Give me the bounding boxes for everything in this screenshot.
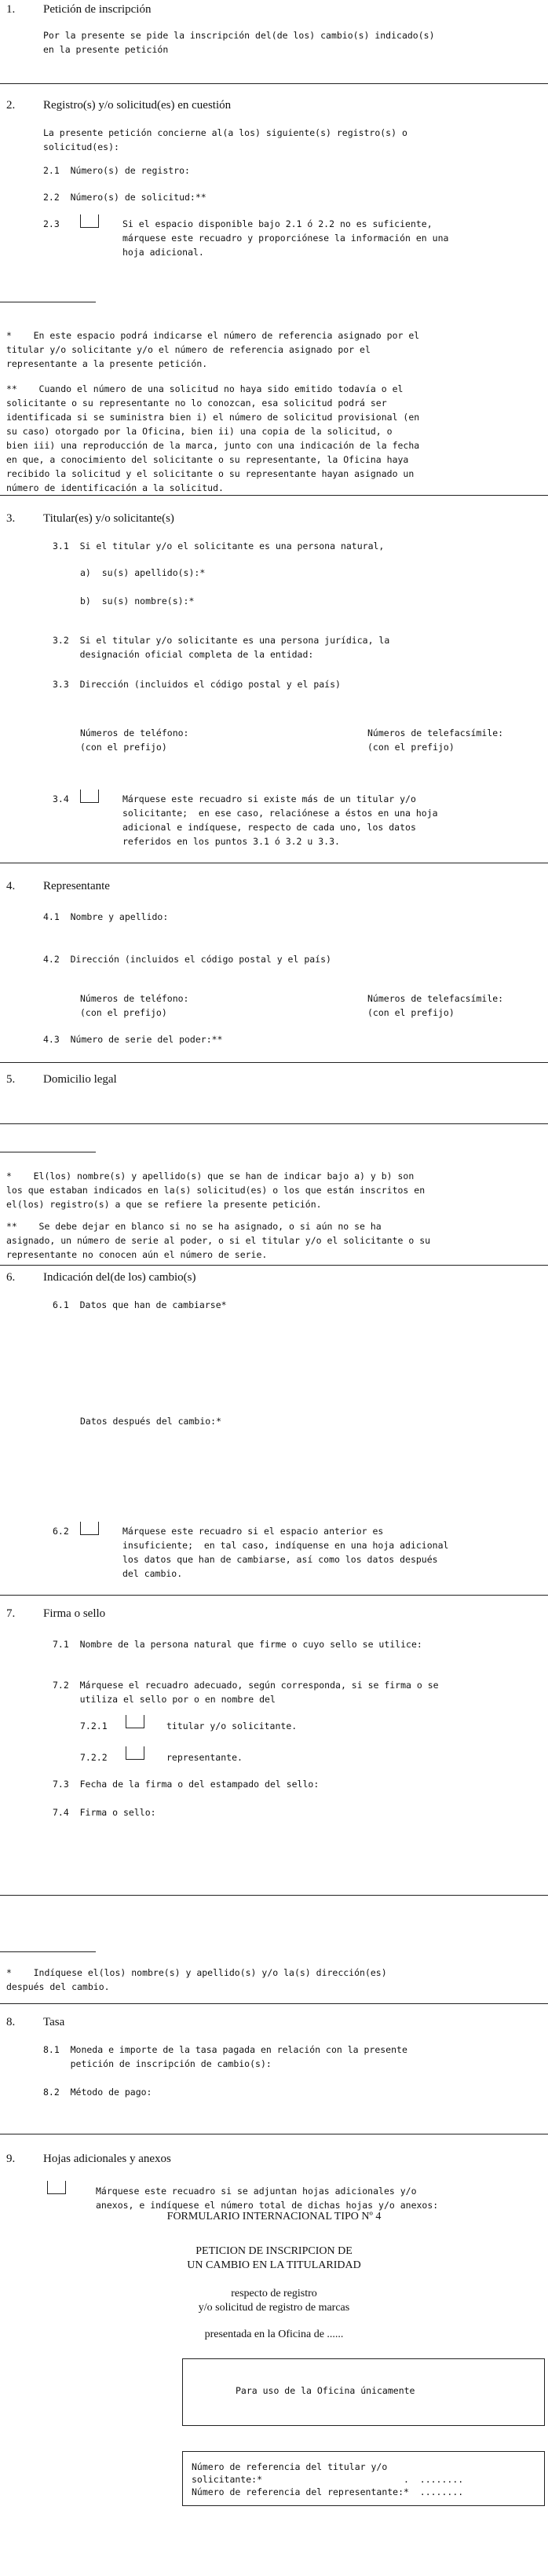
section-6-number: 6. — [6, 1271, 16, 1284]
section-8-number: 8. — [6, 2016, 16, 2028]
footnote-2b: ** Se debe dejar en blanco si no se ha asignado, o si aún no se ha asignado, un número de serie al poder, o si el titular y/o el solicitante o su representante no conocen aún el número de serie. — [6, 1221, 431, 1260]
field-payment-method: 8.2 Método de pago: — [43, 2087, 152, 2098]
item-3-2: 3.2 Si el titular y/o solicitante es una persona jurídica, la designación oficial completa de la entidad: — [53, 635, 390, 660]
section-1-number: 1. — [6, 3, 16, 16]
footnote-1b: ** Cuando el número de una solicitud no haya sido emitido todavía o el solicitante o su representante no lo conozcan, esa solicitud podrá ser identificada si se suministra bien i) el número de solicitud provisional (en su caso) otorgado por la Oficina, bien ii) una copia de la solicitud, o bien iii) una reproducción de la marca, junto con una indicación de la fecha en que, a conocimiento del solicitante o su representante, la Oficina haya recibido la solicitud y el solicitante o su representante hayan asignado un número de identificación a la solicitud. — [6, 383, 420, 493]
item-7-2: 7.2 Márquese el recuadro adecuado, según corresponda, si se firma o se utiliza el sello por o en nombre del — [53, 1680, 439, 1705]
form-subtitle-1: respecto de registro — [231, 2288, 317, 2299]
checkbox-2-3[interactable] — [80, 214, 99, 228]
footnote-1a: * En este espacio podrá indicarse el número de referencia asignado por el titular y/o solicitante y/o el número de referencia asignado por el representante a la presente petición. — [6, 330, 420, 369]
section-2-title: Registro(s) y/o solicitud(es) en cuestión — [43, 99, 232, 112]
form-office: presentada en la Oficina de ...... — [204, 2329, 344, 2340]
office-use-label: Para uso de la Oficina únicamente — [236, 2385, 415, 2396]
checkbox-7-2-2[interactable] — [126, 1746, 144, 1760]
field-registration-numbers: 2.1 Número(s) de registro: — [43, 165, 190, 176]
footnote-3: * Indíquese el(los) nombre(s) y apellido(s) y/o la(s) dirección(es) después del cambio. — [6, 1967, 387, 1992]
item-7-2-1-number: 7.2.1 — [80, 1720, 108, 1731]
divider — [0, 83, 548, 84]
section-1-title: Petición de inscripción — [43, 3, 152, 16]
section-2-number: 2. — [6, 99, 16, 112]
section-5-number: 5. — [6, 1073, 16, 1086]
item-6-2-text: Márquese este recuadro si el espacio anterior es insuficiente; en tal caso, indíquense en una hoja adicional los datos que han de cambiarse, así como los datos después del cambio. — [122, 1526, 449, 1579]
field-application-numbers: 2.2 Número(s) de solicitud:** — [43, 192, 206, 203]
field-data-to-change: 6.1 Datos que han de cambiarse* — [53, 1299, 227, 1310]
field-phone-4: Números de teléfono: (con el prefijo) — [80, 993, 189, 1018]
section-3-number: 3. — [6, 512, 16, 525]
section-4-number: 4. — [6, 880, 16, 892]
section-6-title: Indicación del(de los) cambio(s) — [43, 1271, 196, 1284]
item-3-4-number: 3.4 — [53, 793, 69, 804]
divider — [0, 1895, 548, 1896]
section-4-title: Representante — [43, 880, 110, 892]
checkbox-9[interactable] — [47, 2181, 66, 2194]
form-type: FORMULARIO INTERNACIONAL TIPO Nº 4 — [166, 2211, 382, 2222]
field-signature: 7.4 Firma o sello: — [53, 1807, 156, 1818]
divider — [0, 1595, 548, 1596]
representative-reference: Número de referencia del representante:* ........ — [192, 2486, 464, 2497]
field-signature-date: 7.3 Fecha de la firma o del estampado del sello: — [53, 1779, 320, 1790]
checkbox-6-2[interactable] — [80, 1522, 99, 1535]
section-2-intro: La presente petición concierne al(a los) siguiente(s) registro(s) o solicitud(es): — [43, 127, 407, 152]
item-7-2-1-text: titular y/o solicitante. — [166, 1720, 298, 1731]
field-fax-4: Números de telefacsímile: (con el prefijo) — [367, 993, 504, 1018]
divider — [0, 2003, 548, 2004]
item-3-4-text: Márquese este recuadro si existe más de un titular y/o solicitante; en ese caso, relaciónese a éstos en una hoja adicional e indíquese, respecto de cada uno, los datos referidos en los puntos 3.1 ó 3.2 u 3.3. — [122, 793, 438, 847]
item-6-2-number: 6.2 — [53, 1526, 69, 1537]
divider — [0, 1123, 548, 1124]
item-2-3-text: Si el espacio disponible bajo 2.1 ó 2.2 no es suficiente, márquese este recuadro y proporciónese la información en una hoja adicional. — [122, 218, 449, 258]
divider — [0, 1062, 548, 1063]
field-fax-3: Números de telefacsímile: (con el prefijo) — [367, 727, 504, 753]
section-7-number: 7. — [6, 1607, 16, 1620]
section-7-title: Firma o sello — [43, 1607, 106, 1620]
footnote-2a: * El(los) nombre(s) y apellido(s) que se han de indicar bajo a) y b) son los que estaban indicados en la(s) solicitud(es) o los que están inscritos en el(los) registro(s) a que se refiere la presente petición. — [6, 1171, 426, 1210]
section-9-number: 9. — [6, 2153, 16, 2165]
field-data-after-change: Datos después del cambio:* — [80, 1416, 222, 1427]
checkbox-7-2-1[interactable] — [126, 1715, 144, 1728]
form-title-line-2: UN CAMBIO EN LA TITULARIDAD — [187, 2259, 361, 2271]
footnote-divider — [0, 1951, 96, 1952]
item-3-1: 3.1 Si el titular y/o el solicitante es una persona natural, — [53, 540, 385, 551]
item-7-2-2-text: representante. — [166, 1752, 243, 1763]
section-3-title: Titular(es) y/o solicitante(s) — [43, 512, 174, 525]
field-power-serial: 4.3 Número de serie del poder:** — [43, 1034, 223, 1045]
section-8-title: Tasa — [43, 2016, 65, 2028]
field-phone-3: Números de teléfono: (con el prefijo) — [80, 727, 189, 753]
form-title-line-1: PETICION DE INSCRIPCION DE — [195, 2245, 353, 2257]
field-surnames: a) su(s) apellido(s):* — [80, 567, 206, 578]
divider — [0, 495, 548, 496]
divider — [0, 1265, 548, 1266]
field-representative-address: 4.2 Dirección (incluidos el código postal y el país) — [43, 954, 331, 965]
section-9-title: Hojas adicionales y anexos — [43, 2153, 171, 2165]
field-fee-amount: 8.1 Moneda e importe de la tasa pagada en relación con la presente petición de inscripción de cambio(s): — [43, 2044, 407, 2069]
item-7-2-2-number: 7.2.2 — [80, 1752, 108, 1763]
field-representative-name: 4.1 Nombre y apellido: — [43, 911, 169, 922]
section-5-title: Domicilio legal — [43, 1073, 117, 1086]
item-2-3-number: 2.3 — [43, 218, 60, 229]
field-signer-name: 7.1 Nombre de la persona natural que firme o cuyo sello se utilice: — [53, 1639, 422, 1650]
section-9-text: Márquese este recuadro si se adjuntan hojas adicionales y/o anexos, e indíquese el número total de dichas hojas y/o anexos: — [96, 2186, 439, 2211]
checkbox-3-4[interactable] — [80, 790, 99, 803]
form-subtitle-2: y/o solicitud de registro de marcas — [198, 2302, 350, 2314]
section-1-text: Por la presente se pide la inscripción del(de los) cambio(s) indicado(s) en la presente petición — [43, 30, 435, 55]
holder-reference: Número de referencia del titular y/o solicitante:* . ........ — [192, 2461, 464, 2485]
field-names: b) su(s) nombre(s):* — [80, 595, 195, 606]
item-3-3: 3.3 Dirección (incluidos el código postal y el país) — [53, 679, 341, 690]
